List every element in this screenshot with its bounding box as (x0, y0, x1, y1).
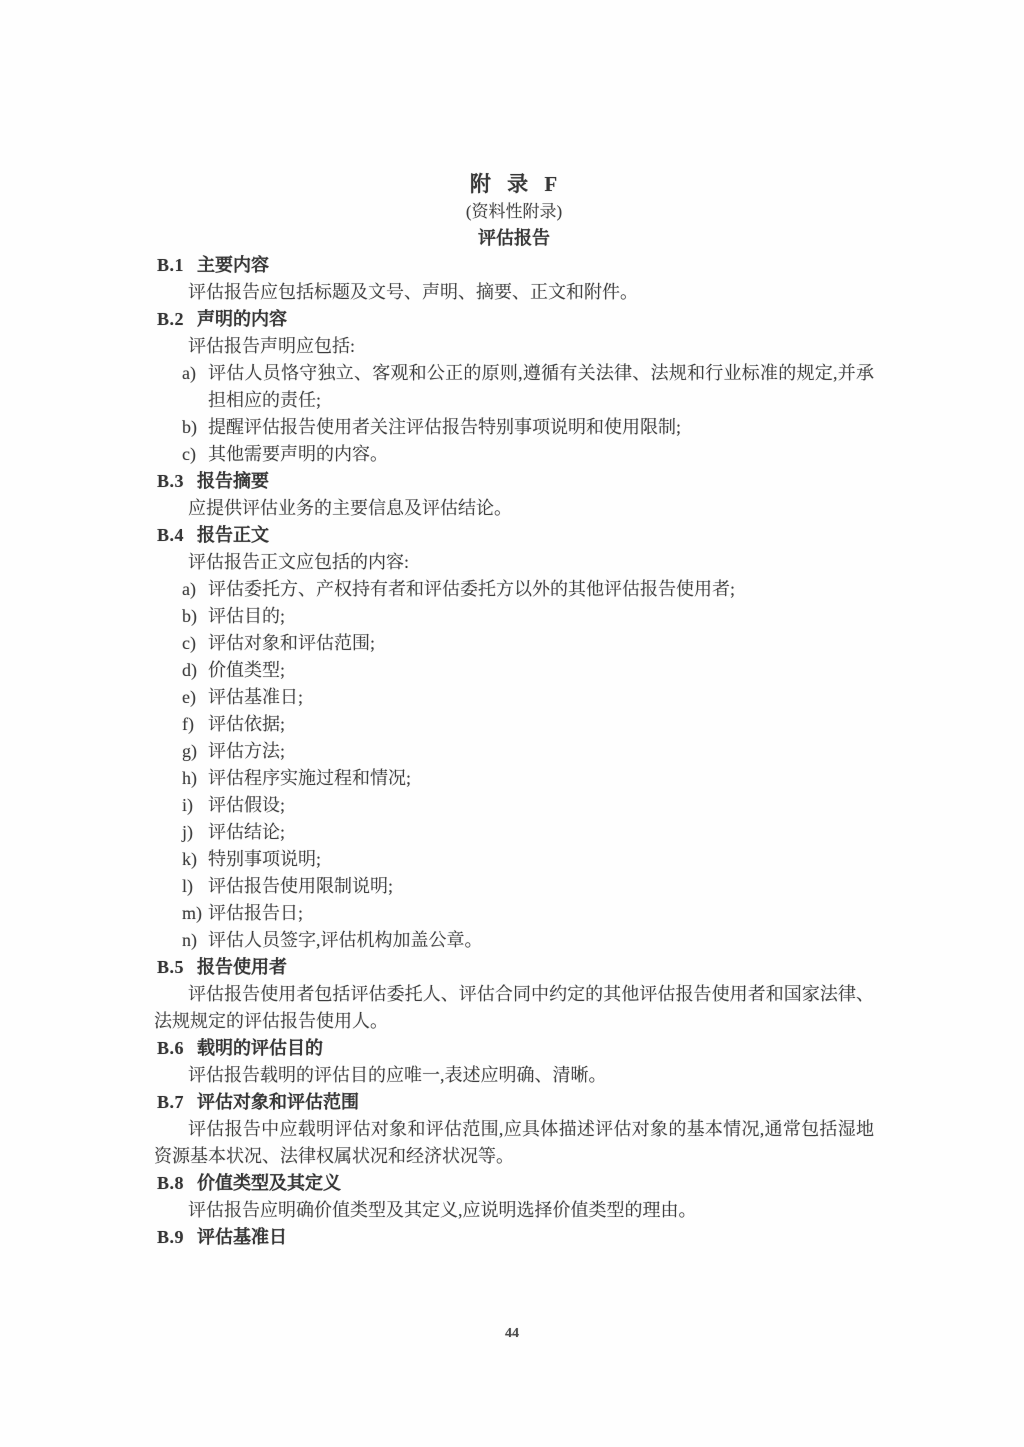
list-item (154, 873, 874, 900)
section-heading (154, 1035, 874, 1062)
list-item (154, 819, 874, 846)
list-item-label: k) (182, 849, 197, 869)
section-heading (154, 954, 874, 981)
list-item-text: 评估程序实施过程和情况; (208, 768, 411, 788)
section-paragraph: 应提供评估业务的主要信息及评估结论。 (188, 498, 512, 518)
section-title: 报告使用者 (197, 957, 287, 977)
section-paragraph: 评估报告使用者包括评估委托人、评估合同中约定的其他评估报告使用者和国家法律、法规规定的评估报告使用人。 (154, 984, 874, 1031)
section-title: 评估对象和评估范围 (197, 1092, 359, 1112)
document-content (154, 171, 874, 1251)
list-item-label: b) (182, 417, 197, 437)
list-item (154, 900, 874, 927)
section-heading (154, 1170, 874, 1197)
list-item (154, 846, 874, 873)
list-item-label: l) (182, 876, 193, 896)
list-item-text: 评估人员签字,评估机构加盖公章。 (208, 930, 483, 950)
list-item (154, 360, 874, 414)
section-title: 载明的评估目的 (197, 1038, 323, 1058)
list-item (154, 711, 874, 738)
list-item (154, 792, 874, 819)
appendix-title: 附 录 F (469, 172, 559, 196)
section-number: B.6 (157, 1038, 185, 1058)
list-item-label: b) (182, 606, 197, 626)
list-item-text: 其他需要声明的内容。 (208, 444, 388, 464)
list-item-text: 评估结论; (208, 822, 286, 842)
section-title: 报告摘要 (197, 471, 269, 491)
appendix-subtitle: (资料性附录) (465, 202, 563, 221)
list-item-label: h) (182, 768, 197, 788)
section-title: 报告正文 (197, 525, 269, 545)
section-heading (154, 522, 874, 549)
list-item (154, 684, 874, 711)
list-item-label: i) (182, 795, 193, 815)
section-paragraph: 评估报告载明的评估目的应唯一,表述应明确、清晰。 (188, 1065, 607, 1085)
section-paragraph: 评估报告正文应包括的内容: (188, 552, 409, 572)
section-number: B.3 (157, 471, 185, 491)
list-item-text: 价值类型; (208, 660, 286, 680)
list-item-text: 评估报告使用限制说明; (208, 876, 393, 896)
section-number: B.2 (157, 309, 185, 329)
list-item-label: g) (182, 741, 197, 761)
section-number: B.9 (157, 1227, 185, 1247)
list-item-text: 提醒评估报告使用者关注评估报告特别事项说明和使用限制; (208, 417, 681, 437)
list-item-text: 评估报告日; (208, 903, 304, 923)
section-paragraph: 评估报告应包括标题及文号、声明、摘要、正文和附件。 (188, 282, 638, 302)
appendix-heading: 评估报告 (478, 228, 550, 248)
section-heading (154, 1089, 874, 1116)
list-item (154, 576, 874, 603)
list-item-label: c) (182, 633, 196, 653)
list-item-label: a) (182, 579, 196, 599)
list-item-text: 评估目的; (208, 606, 286, 626)
list-item (154, 630, 874, 657)
section-number: B.1 (157, 255, 185, 275)
page-number: 44 (505, 1326, 519, 1341)
list-item (154, 657, 874, 684)
list-item-text: 特别事项说明; (208, 849, 322, 869)
section-heading (154, 252, 874, 279)
list-item-label: n) (182, 930, 197, 950)
section-number: B.8 (157, 1173, 185, 1193)
list-item-text: 评估依据; (208, 714, 286, 734)
section-number: B.7 (157, 1092, 185, 1112)
section-paragraph: 评估报告声明应包括: (188, 336, 356, 356)
section-heading (154, 306, 874, 333)
section-number: B.5 (157, 957, 185, 977)
list-item-label: d) (182, 660, 197, 680)
list-item-label: e) (182, 687, 196, 707)
list-item-label: f) (182, 714, 194, 734)
section-heading (154, 468, 874, 495)
section-heading (154, 1224, 874, 1251)
list-item (154, 441, 874, 468)
list-item (154, 738, 874, 765)
section-paragraph: 评估报告应明确价值类型及其定义,应说明选择价值类型的理由。 (188, 1200, 697, 1220)
list-item-text: 评估基准日; (208, 687, 304, 707)
list-item-text: 评估对象和评估范围; (208, 633, 376, 653)
document-body (154, 252, 874, 1251)
section-number: B.4 (157, 525, 185, 545)
section-title: 价值类型及其定义 (197, 1173, 341, 1193)
list-item-text: 评估人员恪守独立、客观和公正的原则,遵循有关法律、法规和行业标准的规定,并承担相应的责任; (208, 363, 874, 410)
section-paragraph: 评估报告中应载明评估对象和评估范围,应具体描述评估对象的基本情况,通常包括湿地资源基本状况、法律权属状况和经济状况等。 (154, 1119, 874, 1166)
list-item (154, 765, 874, 792)
list-item-label: c) (182, 444, 196, 464)
list-item-text: 评估假设; (208, 795, 286, 815)
list-item-text: 评估委托方、产权持有者和评估委托方以外的其他评估报告使用者; (208, 579, 735, 599)
list-item-text: 评估方法; (208, 741, 286, 761)
section-title: 声明的内容 (197, 309, 287, 329)
list-item-label: a) (182, 363, 196, 383)
list-item (154, 927, 874, 954)
list-item-label: j) (182, 822, 193, 842)
list-item (154, 603, 874, 630)
list-item (154, 414, 874, 441)
list-item-label: m) (182, 903, 202, 923)
section-title: 主要内容 (197, 255, 269, 275)
section-title: 评估基准日 (197, 1227, 287, 1247)
